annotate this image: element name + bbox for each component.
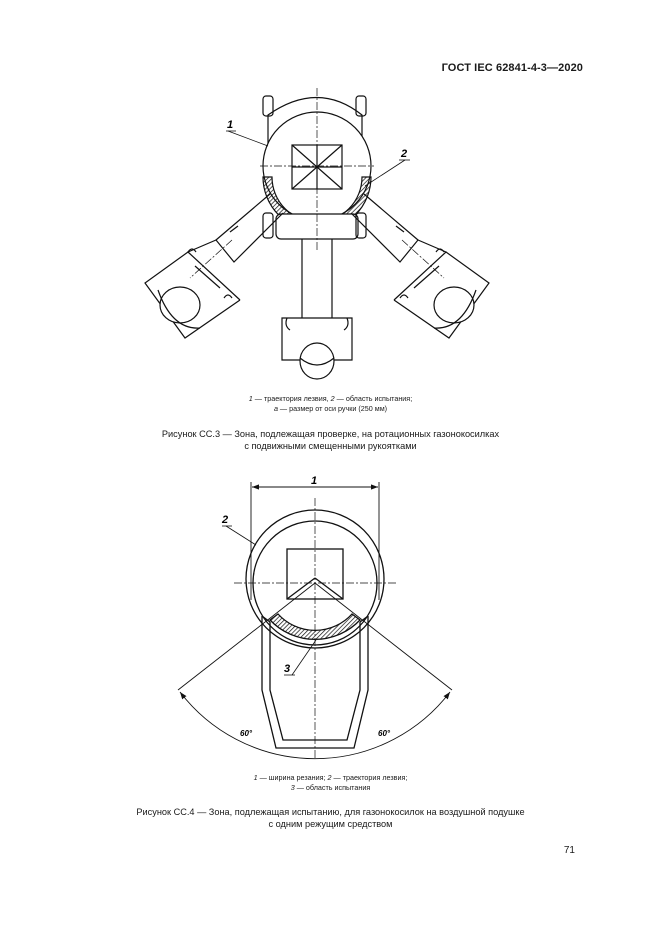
legend-cc4-line2 bbox=[0, 783, 661, 793]
figure-cc3-caption bbox=[0, 428, 661, 452]
callout-3-cc4: 3 bbox=[284, 663, 291, 675]
legend-text-2: — область испытания; bbox=[334, 394, 413, 403]
legend-cc3-line1 bbox=[0, 394, 661, 404]
figure-cc4-caption bbox=[0, 806, 661, 830]
legend4-text-2: — траектория лезвия; bbox=[331, 773, 408, 782]
angle-right-label: 60° bbox=[378, 729, 391, 738]
callout-1-cc3: 1 bbox=[227, 119, 234, 131]
figure-cc4-drawing bbox=[0, 465, 661, 765]
legend-key-a: a bbox=[273, 404, 278, 413]
legend-cc3-line2 bbox=[0, 404, 661, 414]
legend4-key-3: 3 bbox=[290, 783, 295, 792]
figure-cc3-legend bbox=[0, 394, 661, 414]
caption-cc3-line1: Рисунок СС.3 — Зона, подлежащая проверке, на ротационных газонокосилках bbox=[161, 429, 500, 439]
caption-cc4-line2: с одним режущим средством bbox=[268, 819, 393, 829]
legend-key-2: 2 bbox=[330, 394, 335, 403]
standard-header: ГОСТ IEC 62841-4-3—2020 bbox=[441, 62, 583, 74]
legend4-text-1: — ширина резания; bbox=[257, 773, 328, 782]
angle-left-label: 60° bbox=[240, 729, 253, 738]
callout-2-cc3: 2 bbox=[401, 148, 408, 160]
legend-cc4-line1 bbox=[0, 773, 661, 783]
legend-text-1: — траектория лезвия, bbox=[252, 394, 331, 403]
callout-1-cc4: 1 bbox=[311, 475, 318, 487]
figure-cc3-drawing bbox=[0, 0, 661, 395]
legend-text-a: — размер от оси ручки (250 мм) bbox=[277, 404, 388, 413]
caption-cc4-line1: Рисунок СС.4 — Зона, подлежащая испытанию, для газонокосилок на воздушной подушке bbox=[136, 807, 525, 817]
figure-cc4-legend bbox=[0, 773, 661, 793]
callout-2-cc4: 2 bbox=[222, 514, 229, 526]
legend4-key-1: 1 bbox=[253, 773, 258, 782]
caption-cc3-line2: с подвижными смещенными рукоятками bbox=[244, 441, 417, 451]
legend-key-1: 1 bbox=[248, 394, 253, 403]
legend4-text-3: — область испытания bbox=[294, 783, 371, 792]
page-number: 71 bbox=[563, 845, 575, 856]
legend4-key-2: 2 bbox=[327, 773, 332, 782]
